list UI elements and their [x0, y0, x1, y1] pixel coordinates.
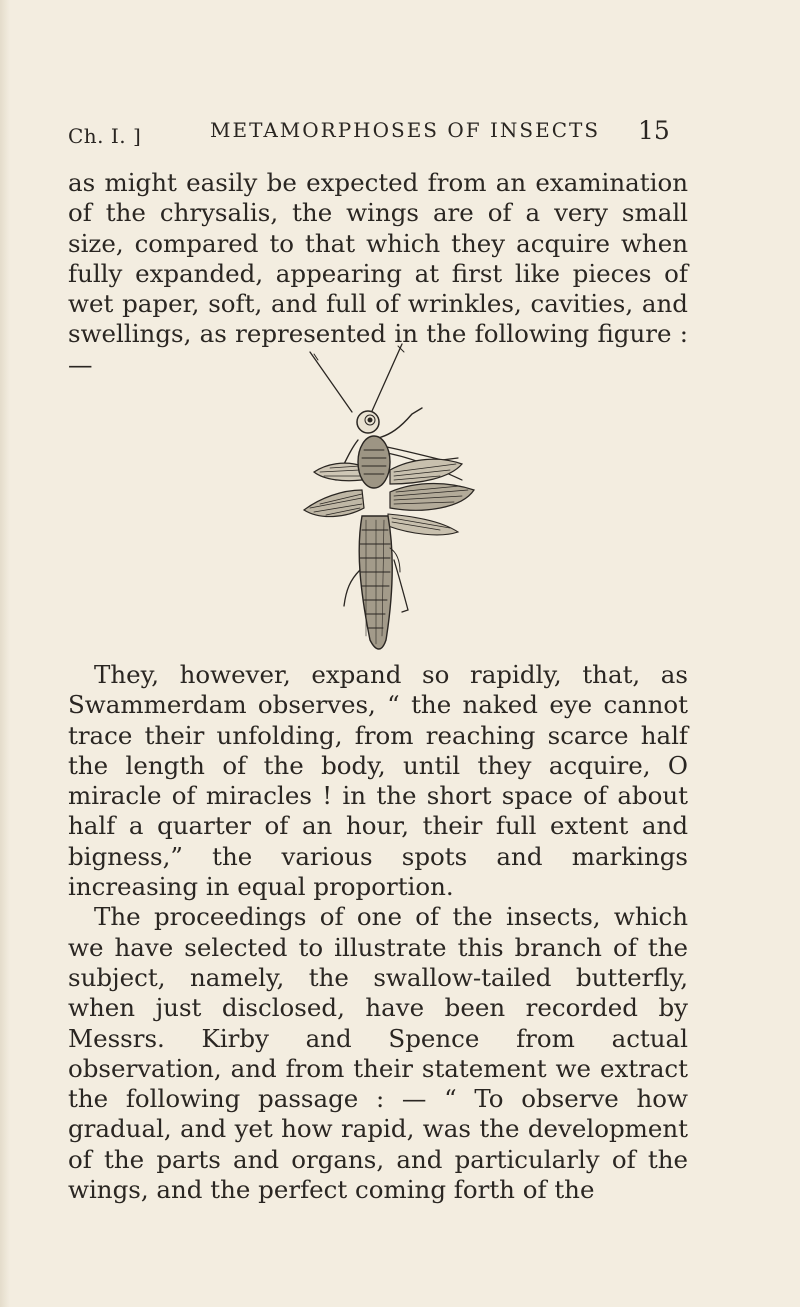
paragraph: They, however, expand so rapidly, that, as Swammerdam observes, “ the naked eye cannot trace their unfolding, from reaching scarce half the length of the body, until they acquire, O miracle of miracles ! in the short space of about half a quarter of an hour, their full extent and bigness,” the various spots and markings increasing in equal proportion.	[68, 660, 688, 902]
page-edge	[0, 0, 10, 1307]
text-block-bottom	[68, 660, 688, 1205]
page-number: 15	[638, 116, 670, 145]
running-head	[0, 112, 800, 152]
running-title: METAMORPHOSES OF INSECTS	[210, 118, 601, 142]
newly-emerged-butterfly-engraving-icon	[290, 340, 490, 660]
paragraph: as might easily be expected from an examination of the chrysalis, the wings are of a very small size, compared to that which they acquire when fully expanded, appearing at first like pieces of wet paper, soft, and full of wrinkles, cavities, and swellings, as represented in the following figure :—	[68, 168, 688, 379]
chapter-marker: Ch. I. ]	[68, 124, 142, 148]
butterfly-figure	[290, 340, 490, 660]
paragraph: The proceedings of one of the insects, which we have selected to illustrate this branch of the subject, namely, the swallow-tailed butterfly, when just disclosed, have been recorded by Messrs. Kirby and Spence from actual observation, and from their statement we extract the following passage : — “ To observe how gradual, and yet how rapid, was the development of the parts and organs, and particularly of the wings, and the perfect coming forth of the	[68, 902, 688, 1205]
